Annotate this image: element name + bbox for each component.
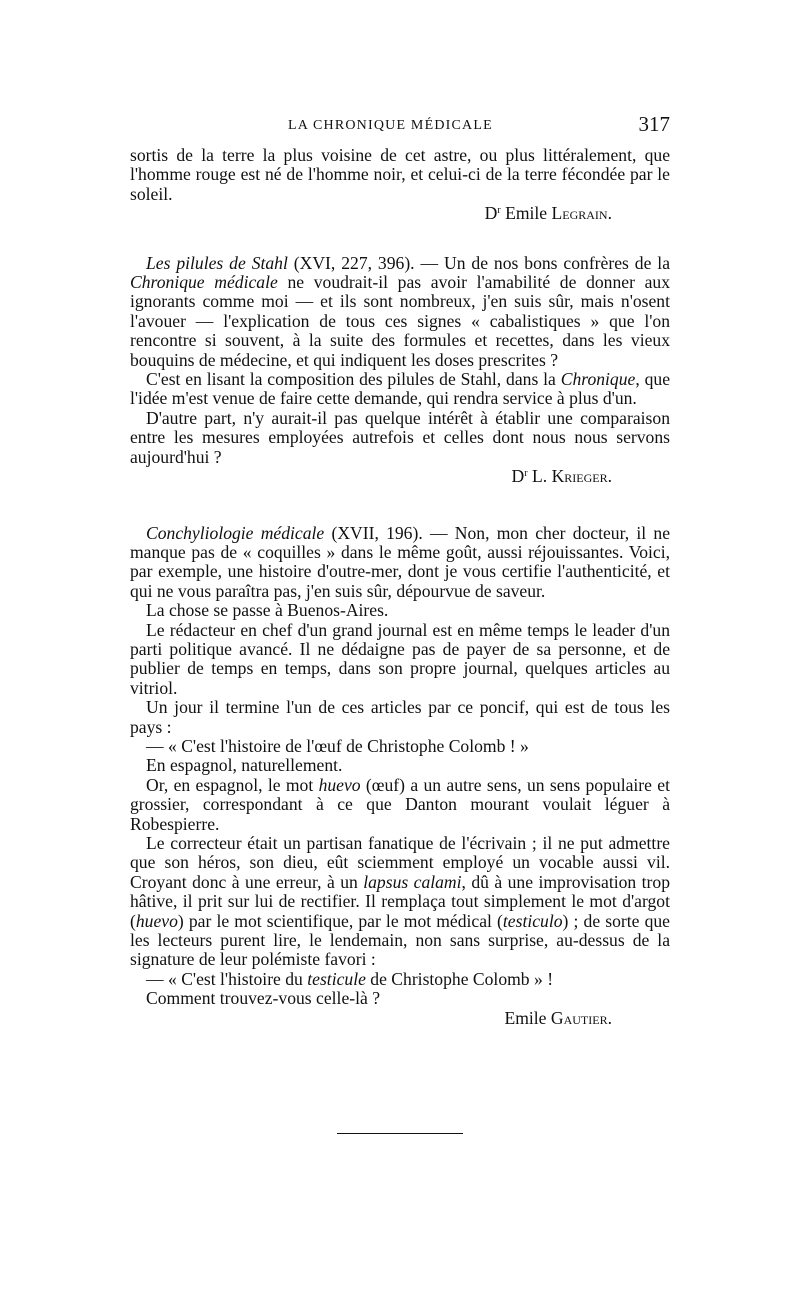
article3-paragraph-4: Un jour il termine l'un de ces articles par ce poncif, qui est de tous les pays : [130,697,670,737]
section-gap [130,224,670,254]
article2-paragraph-2: C'est en lisant la composition des pilules de Stahl, dans la Chronique, que l'idée m'est venue de faire cette demande, qui rendra service à plus d'un. [130,369,670,409]
article3-signature: Emile Gautier. [504,1007,612,1028]
article2-paragraph-3: D'autre part, n'y aurait-il pas quelque intérêt à établir une comparaison entre les mesures employées autrefois et celles dont nous nous servons aujourd'hui ? [130,407,670,467]
article3-title: Conchyliologie médicale [146,522,325,543]
body-text [130,146,670,1028]
article3-paragraph-10: Comment trouvez-vous celle-là ? [146,988,381,1009]
running-title: LA CHRONIQUE MÉDICALE [288,118,493,133]
article3-paragraph-7: Or, en espagnol, le mot huevo (œuf) a un autre sens, un sens populaire et grossier, correspondant à ce que Danton mourant voulait léguer à Robespierre. [130,774,670,834]
article3-paragraph-3: Le rédacteur en chef d'un grand journal est en même temps le leader d'un parti politique avancé. Il ne dédaigne pas de payer de sa personne, et de publier de temps en temps, dans son propre journal, quelques articles au vitriol. [130,619,670,698]
section-gap [130,487,670,524]
article2-signature: $D^r$ L. Krieger. [511,466,612,487]
article3-paragraph-8: Le correcteur était un partisan fanatique de l'écrivain ; il ne put admettre que son héros, son dieu, eût sciemment employé un vocable aussi vil. Croyant donc à une erreur, à un lapsus calami, dû à une improvisation trop hâtive, il prit sur lui de rectifier. Il remplaça tout simplement le mot d'argot (huevo) par le mot scientifique, par le mot médical (testiculo) ; de sorte que les lecteurs purent lire, le lendemain, non sans surprise, au-dessus de la signature de leur polémiste favori : [130,833,670,970]
closing-rule [337,1133,463,1134]
article3-paragraph-6: En espagnol, naturellement. [146,755,343,776]
article3-paragraph-9: — « C'est l'histoire du testicule de Christophe Colomb » ! [146,968,554,989]
article3-paragraph-1: Conchyliologie médicale (XVII, 196). — Non, mon cher docteur, il ne manque pas de « coquilles » dans le même goût, aussi réjouissantes. Voici, par exemple, une histoire d'outre-mer, dont je vous certifie l'authenticité, et qui ne vous paraîtra pas, j'en suis sûr, dépourvue de saveur. [130,522,670,601]
article1-signature: $D^r$ Emile Legrain. [484,203,612,224]
page-number: 317 [638,112,670,136]
article3-paragraph-5: — « C'est l'histoire de l'œuf de Christophe Colomb ! » [146,735,529,756]
article2-title: Les pilules de Stahl [146,252,288,273]
article1-paragraph: sortis de la terre la plus voisine de cet astre, ou plus littéralement, que l'homme rouge est né de l'homme noir, et celui-ci de la terre fécondée par le soleil. [130,145,670,204]
running-head [130,112,670,140]
article3-paragraph-2: La chose se passe à Buenos-Aires. [146,600,389,621]
article2-paragraph-1: Les pilules de Stahl (XVI, 227, 396). — Un de nos bons confrères de la Chronique médicale ne voudrait-il pas avoir l'amabilité de donner aux ignorants comme moi — et ils sont nombreux, j'en suis sûr, mais n'osent l'avouer — l'explication de tous ces signes « cabalistiques » que l'on rencontre si souvent, à la suite des formules et recettes, dans les vieux bouquins de médecine, et qui indiquent les doses prescrites ? [130,252,671,370]
